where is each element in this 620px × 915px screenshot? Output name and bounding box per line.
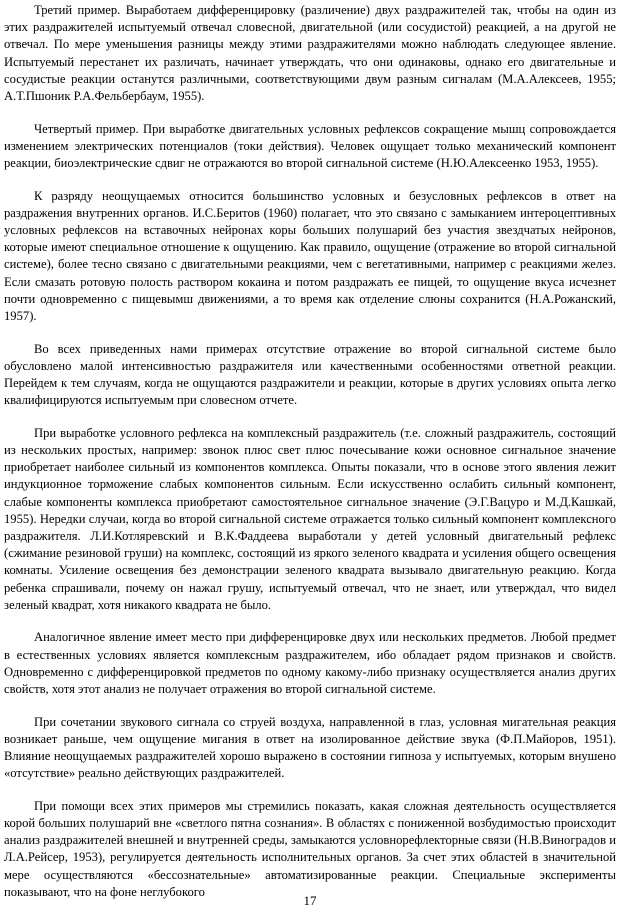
paragraph-7: При сочетании звукового сигнала со струей воздуха, направленной в глаз, условная мигательная реакция возникает раньше, чем ощущение мигания в ответ на изолированное действие звука (Ф.П.Майоров, 1951). Влияние неощущаемых раздражителей хорошо выражено в состоянии гипноза у испытуемых, которым внушено «отсутствие» реально действующих раздражителей.	[4, 714, 616, 781]
paragraph-6: Аналогичное явление имеет место при дифференцировке двух или нескольких предметов. Любой предмет в естественных условиях является комплексным раздражителем, ибо обладает рядом признаков и свойств. Одновременно с дифференцировкой предметов по одному какому-либо признаку осуществляется анализ других свойств, хотя этот анализ не получает отражения во второй сигнальной системе.	[4, 630, 616, 697]
page-number: 17	[303, 893, 317, 908]
paragraph-8: При помощи всех этих примеров мы стремились показать, какая сложная деятельность осуществляется корой больших полушарий вне «светлого пятна сознания». В областях с пониженной возбудимостью происходит анализ раздражителей внешней и внутренней среды, замыкаются условнорефлекторные связи (Н.В.Виноградов и Л.А.Рейсер, 1953), регулируется деятельность исполнительных органов. За счет этих областей в значительной мере осуществляются «бессознательные» автоматизированные реакции. Специальные эксперименты показывают, что на фоне неглубокого	[4, 798, 616, 899]
paragraph-1: Третий пример. Выработаем дифференцировку (различение) двух раздражителей так, чтобы на один из этих раздражителей испытуемый отвечал словесной, двигательной (или сосудистой) реакцией, а на другой не отвечал. По мере уменьшения разницы между этими раздражителями можно наблюдать следующее явление. Испытуемый перестанет их различать, начинает утверждать, что они одинаковы, однако его двигательные и сосудистые реакции останутся различными, соответствующими двум разным сигналам (М.А.Алексеев, 1955; А.Т.Пшоник Р.А.Фельбербаум, 1955).	[4, 3, 616, 104]
paragraph-2: Четвертый пример. При выработке двигательных условных рефлексов сокращение мышц сопровождается изменением электрических потенциалов (токи действия). Человек ощущает только механический компонент реакции, биоэлектрические сдвиг не отражаются во второй сигнальной системе (Н.Ю.Алексеенко 1953, 1955).	[4, 121, 616, 171]
paragraph-3: К разряду неощущаемых относится большинство условных и безусловных рефлексов в ответ на раздражения внутренних органов. И.С.Беритов (1960) полагает, что это связано с замыканием интероцептивных условных рефлексов на вставочных нейронах коры больших полушарий без участия звездчатых нейронов, которые имеют специальное отношение к ощущению. Как правило, ощущение (отражение во второй сигнальной системе), более тесно связано с двигательными реакциями, чем с вегетативными, например с реакциями желез. Если смазать ротовую полость раствором кокаина и потом раздражать ее пищей, то ощущение вкуса исчезнет почти одновременно с пищевымш движениями, а то время как отделение слюны сохранится (Н.А.Рожанский, 1957).	[4, 188, 616, 324]
paragraph-4: Во всех приведенных нами примерах отсутствие отражение во второй сигнальной системе было обусловлено малой интенсивностью раздражителя или качественными особенностями ответной реакции. Перейдем к тем случаям, когда не ощущаются раздражители и реакции, которые в других условиях опыта легко квалифицируются испытуемым при словесном отчете.	[4, 341, 616, 408]
paragraph-5: При выработке условного рефлекса на комплексный раздражитель (т.е. сложный раздражитель, состоящий из нескольких простых, например: звонок плюс свет плюс почесывание кожи основное сигнальное значение приобретает наиболее сильный из компонентов комплекса. Опыты показали, что в основе этого явления лежит индукционное торможение слабых компонентов сильным. Если искусственно ослабить сильный компонент, слабые компоненты комплекса приобретают самостоятельное сигнальное значение (Э.Г.Вацуро и М.Д.Кашкай, 1955). Нередки случаи, когда во второй сигнальной системе отражается только сильный компонент комплексного раздражителя. Л.И.Котляревский и В.К.Фаддеева выработали у детей условный двигательный рефлекс (сжимание резиновой груши) на комплекс, состоящий из яркого зеленого квадрата и усиления общего освещения комнаты. Усиление освещения без демонстрации зеленого квадрата вызывало двигательную реакцию. Когда ребенка спрашивали, почему он нажал грушу, испытуемый отвечал, что не знает, или утверждал, что видел зеленый квадрат, хотя никакого квадрата не было.	[4, 425, 616, 612]
